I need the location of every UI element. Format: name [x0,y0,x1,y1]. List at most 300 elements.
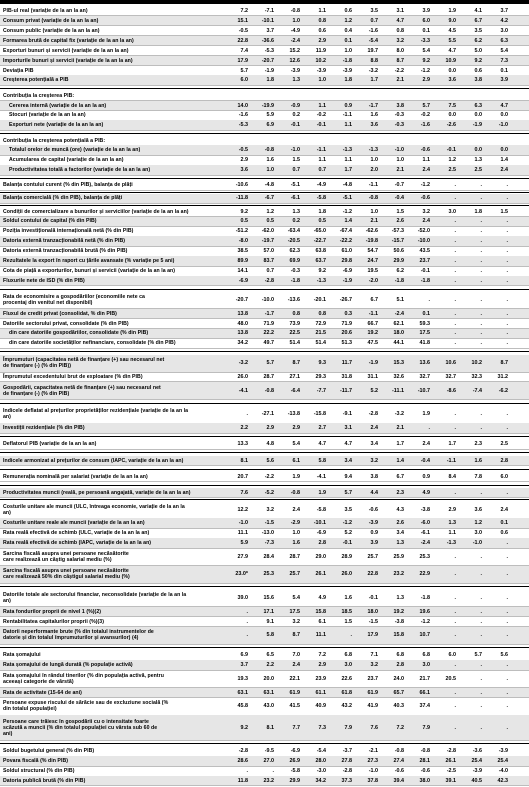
row-separator [0,497,529,498]
value-cell: 32.7 [445,374,456,381]
value-cell: 11.7 [341,360,352,367]
value-cell: -3.2 [238,360,248,367]
row-label: Datoria publică brută (% din PIB) [3,778,86,785]
value-cell: 1.5 [500,208,508,215]
value-cell: -20.1 [313,296,326,303]
value-cell: -0.1 [342,540,352,547]
value-cell: -4.9 [290,27,300,34]
value-cell: 6.7 [474,17,482,24]
value-cell: 15.8 [393,632,404,639]
value-cell: 42.3 [497,778,508,785]
value-cell: 9.2 [422,57,430,64]
value-cell: 9.2 [240,208,248,215]
value-cell: 0.2 [292,112,300,119]
value-cell: 20.5 [445,675,456,682]
value-cell: -2.6 [446,122,456,129]
value-cell: 4.5 [448,27,456,34]
value-cell: 19.6 [419,608,430,615]
value-cell: 7.3 [500,57,508,64]
row-label: Povara fiscală (% din PIB) [3,758,69,765]
row-separator [0,348,529,349]
value-cell: -11.7 [340,387,352,394]
table-row [0,16,529,26]
value-cell: . [246,768,248,775]
value-cell: -22.2 [339,238,352,245]
value-cell: 2.5 [474,167,482,174]
value-cell: . [506,618,508,625]
value-cell: -62.0 [261,228,274,235]
value-cell: -2.4 [420,540,430,547]
value-cell: . [480,662,482,669]
value-cell: -1.9 [264,67,274,74]
value-cell: 61.0 [341,248,352,255]
value-cell: -2.0 [368,278,378,285]
value-cell: 24.0 [393,675,404,682]
value-cell: -0.6 [420,768,430,775]
value-cell: 8.1 [240,457,248,464]
value-cell: 0.7 [292,167,300,174]
value-cell: -10.0 [417,238,430,245]
row-label: Rata șomajului de lungă durată (% populație activă) [3,662,133,669]
value-cell: . [454,238,456,245]
row-separator [0,465,529,466]
row-label: Contribuția la creșterea potențială a PIB: [3,137,106,144]
value-cell: 2.8 [396,662,404,669]
value-cell: 2.4 [500,167,508,174]
value-cell: -3.7 [342,748,352,755]
value-cell: . [506,330,508,337]
value-cell: 26.1 [315,571,326,578]
value-cell: -2.8 [368,411,378,418]
value-cell: -1.9 [472,122,482,129]
value-cell: 2.9 [318,37,326,44]
value-cell: -15.8 [313,411,326,418]
value-cell: -3.9 [368,520,378,527]
value-cell: -2.4 [394,310,404,317]
table-row [0,75,529,85]
value-cell: -13.6 [287,296,300,303]
value-cell: . [506,703,508,710]
value-cell: 21.5 [315,330,326,337]
value-cell: . [506,425,508,432]
value-cell: 2.4 [422,441,430,448]
value-cell: 12.2 [237,506,248,513]
value-cell: 23.7 [367,675,378,682]
table-row [0,155,529,165]
value-cell: 5.7 [266,360,274,367]
value-cell: -0.2 [316,112,326,119]
row-label: Deviația PIB [3,67,34,74]
value-cell: 7.5 [448,102,456,109]
value-cell: 5.6 [266,457,274,464]
value-cell: . [506,248,508,255]
value-cell: 22.6 [341,675,352,682]
value-cell: 0.0 [448,67,456,74]
value-cell: 13.3 [237,441,248,448]
value-cell: -1.3 [316,278,326,285]
table-row [0,26,529,36]
value-cell: 6.3 [474,102,482,109]
value-cell: 15.8 [315,608,326,615]
value-cell: 17.1 [263,608,274,615]
value-cell: -2.8 [342,768,352,775]
value-cell: 49.7 [263,340,274,347]
value-cell: 3.0 [448,208,456,215]
value-cell: . [506,258,508,265]
value-cell: 10.2 [471,360,482,367]
value-cell: 3.6 [448,77,456,84]
value-cell: -2.5 [446,768,456,775]
value-cell: -19.8 [365,238,378,245]
value-cell: . [480,310,482,317]
value-cell: 73.9 [289,320,300,327]
value-cell: . [506,571,508,578]
value-cell: 1.2 [448,157,456,164]
value-cell: 2.2 [266,662,274,669]
value-cell: -0.8 [368,195,378,202]
value-cell: . [480,296,482,303]
value-cell: 13.6 [419,360,430,367]
section-divider [0,436,529,437]
value-cell: 48.0 [237,320,248,327]
value-cell: 50.6 [393,248,404,255]
value-cell: 61.9 [289,689,300,696]
value-cell: 0.5 [240,218,248,225]
value-cell: 71.9 [341,320,352,327]
value-cell: -5.4 [316,748,326,755]
value-cell: -1.1 [342,112,352,119]
row-label: Gospodării, capacitatea netă de finanțare (+) sau necesarul net de finanțare (-) (% din PIB) [3,384,161,397]
row-label: Stocuri (variație de la an la an) [9,112,86,119]
value-cell: 22.9 [419,571,430,578]
value-cell: 11.9 [315,47,326,54]
value-cell: -67.4 [339,228,352,235]
value-cell: 1.7 [344,167,352,174]
value-cell: . [480,553,482,560]
value-cell: -1.2 [342,208,352,215]
value-cell: . [506,595,508,602]
value-cell: 1.2 [474,520,482,527]
value-cell: . [454,248,456,255]
value-cell: 28.0 [315,758,326,765]
value-cell: -11.1 [392,387,404,394]
row-label: Fluxurile nete de ISD (% din PIB) [3,278,85,285]
value-cell: . [454,553,456,560]
value-cell: 22.1 [289,675,300,682]
row-label: Împrumuturi (capacitatea netă de finanțare (+) sau necesarul net de finanțare (-) (% din PIB)) [3,357,165,370]
value-cell: -3.6 [472,748,482,755]
value-cell: -4.1 [238,387,248,394]
row-label: Productivitatea totală a factorilor (variație de la an la an) [9,167,151,174]
table-row [0,66,529,76]
value-cell: 25.3 [419,553,430,560]
table-row [0,501,529,518]
value-cell: -1.6 [368,27,378,34]
value-cell: -9.5 [264,748,274,755]
value-cell: -0.4 [420,457,430,464]
value-cell: . [454,258,456,265]
value-cell: 1.5 [344,618,352,625]
row-label: Indicele armonizat al prețurilor de consum (IAPC, variație de la an la an) [3,457,184,464]
section-divider [0,178,529,179]
value-cell: -27.1 [261,411,274,418]
value-cell: 1.4 [500,157,508,164]
table-row [0,266,529,276]
value-cell: 0.1 [344,37,352,44]
row-label: Productivitatea muncii (reală, pe persoană angajată, variație de la an la an) [3,489,191,496]
value-cell: 6.2 [396,268,404,275]
value-cell: 3.5 [344,506,352,513]
value-cell: . [480,425,482,432]
value-cell: 3.4 [344,457,352,464]
value-cell: 0.1 [500,520,508,527]
value-cell: 13.8 [237,310,248,317]
value-cell: 31.1 [367,374,378,381]
value-cell: 3.1 [344,425,352,432]
value-cell: 6.9 [266,122,274,129]
value-cell: 12.6 [289,57,300,64]
table-row [0,627,529,644]
value-cell: 6.7 [396,473,404,480]
value-cell: . [454,662,456,669]
value-cell: 9.2 [318,268,326,275]
value-cell: 8.7 [500,360,508,367]
value-cell: 25.9 [393,553,404,560]
value-cell: 7.3 [318,724,326,731]
value-cell: 0.0 [500,112,508,119]
value-cell: 6.7 [370,296,378,303]
value-cell: 0.4 [344,27,352,34]
value-cell: 1.2 [266,208,274,215]
value-cell: . [506,675,508,682]
value-cell: . [480,571,482,578]
value-cell: 6.5 [266,652,274,659]
value-cell: 61.8 [341,689,352,696]
row-label: Balanța contului curent (% din PIB), balanța de plăți [3,182,133,189]
value-cell: 1.0 [266,167,274,174]
value-cell: -22.7 [313,238,326,245]
value-cell: -1.5 [368,618,378,625]
value-cell: 5.7 [240,67,248,74]
value-cell: . [506,218,508,225]
table-row [0,766,529,776]
value-cell: 15.3 [393,360,404,367]
value-cell: 0.7 [318,167,326,174]
value-cell: 28.6 [237,758,248,765]
value-cell: . [506,411,508,418]
row-separator [0,433,529,434]
value-cell: 63.1 [263,689,274,696]
value-cell: 51.3 [341,340,352,347]
value-cell: 61.1 [315,689,326,696]
value-cell: 4.7 [500,102,508,109]
value-cell: 4.2 [500,17,508,24]
value-cell: 41.9 [367,703,378,710]
value-cell: 3.2 [266,506,274,513]
value-cell: 1.4 [396,457,404,464]
value-cell: 2.6 [396,520,404,527]
value-cell: 0.7 [266,268,274,275]
value-cell: 3.9 [500,77,508,84]
table-row [0,776,529,786]
row-label: PIB-ul real (variație de la an la an) [3,7,88,14]
value-cell: -4.0 [498,768,508,775]
value-cell: 19.7 [367,47,378,54]
value-cell: 3.2 [370,662,378,669]
value-cell: . [454,330,456,337]
value-cell: 5.2 [370,387,378,394]
value-cell: 6.0 [448,652,456,659]
value-cell: 1.9 [318,489,326,496]
value-cell: 8.7 [292,632,300,639]
value-cell: 0.0 [500,147,508,154]
value-cell: 66.7 [367,320,378,327]
value-cell: 5.4 [422,47,430,54]
value-cell: . [454,425,456,432]
value-cell: -6.2 [498,387,508,394]
value-cell: . [480,278,482,285]
value-cell: 1.0 [292,530,300,537]
value-cell: 57.0 [263,248,274,255]
value-cell: . [454,268,456,275]
value-cell: 0.5 [318,218,326,225]
value-cell: -20.5 [287,238,300,245]
value-cell: 25.4 [471,758,482,765]
value-cell: . [480,689,482,696]
value-cell: -1.9 [368,360,378,367]
table-row [0,756,529,766]
table-row [0,46,529,56]
value-cell: 6.0 [422,17,430,24]
value-cell: 2.5 [500,441,508,448]
value-cell: -19.7 [261,238,274,245]
value-cell: . [454,703,456,710]
value-cell: 3.6 [240,167,248,174]
row-label: Importurile bunuri și servicii (variație de la an la an) [3,57,133,64]
value-cell: -20.7 [261,57,274,64]
value-cell: 66.1 [419,689,430,696]
value-cell: -1.3 [368,147,378,154]
value-cell: -4.8 [264,182,274,189]
value-cell: 29.3 [315,374,326,381]
value-cell: 3.0 [474,530,482,537]
value-cell: 0.8 [396,27,404,34]
value-cell: 1.0 [344,47,352,54]
value-cell: 51.4 [289,340,300,347]
value-cell: -2.9 [290,520,300,527]
table-row [0,472,529,482]
value-cell: 3.0 [344,662,352,669]
value-cell: 7.9 [344,724,352,731]
value-cell: -1.8 [420,278,430,285]
value-cell: . [454,618,456,625]
value-cell: . [454,320,456,327]
value-cell: -1.8 [394,278,404,285]
value-cell: 0.1 [422,27,430,34]
value-cell: 31.2 [497,374,508,381]
value-cell: 32.6 [393,374,404,381]
value-cell: . [506,724,508,731]
value-cell: -1.7 [368,102,378,109]
table-row [0,110,529,120]
row-separator [0,175,529,176]
table-row [0,338,529,348]
value-cell: 43.0 [263,703,274,710]
value-cell: -2.8 [446,748,456,755]
value-cell: 27.4 [393,758,404,765]
value-cell: 8.8 [370,57,378,64]
value-cell: 72.9 [315,320,326,327]
value-cell: 0.0 [448,112,456,119]
table-row [0,617,529,627]
value-cell: . [454,571,456,578]
value-cell: -0.6 [420,147,430,154]
value-cell: 41.5 [289,703,300,710]
value-cell: 26.0 [341,571,352,578]
value-cell: 0.9 [422,473,430,480]
table-row [0,488,529,498]
value-cell: . [480,182,482,189]
section-divider [0,289,529,290]
table-row [0,538,529,548]
value-cell: . [480,228,482,235]
table-row [0,528,529,538]
value-cell: 23.2 [263,778,274,785]
value-cell: 1.5 [292,157,300,164]
row-separator [0,190,529,191]
row-separator [0,285,529,286]
value-cell: . [506,632,508,639]
value-cell: -0.5 [238,147,248,154]
value-cell: 5.8 [266,632,274,639]
value-cell: 28.7 [263,374,274,381]
value-cell: 22.2 [263,330,274,337]
value-cell: 9.2 [240,724,248,731]
value-cell: 5.4 [500,47,508,54]
value-cell: -0.3 [394,112,404,119]
value-cell: -5.8 [316,506,326,513]
value-cell: 15.6 [263,595,274,602]
value-cell: -5.1 [342,195,352,202]
value-cell: -10.0 [261,296,274,303]
value-cell: 3.9 [370,540,378,547]
value-cell: 2.2 [240,425,248,432]
value-cell: 65.7 [393,689,404,696]
value-cell: 4.7 [344,441,352,448]
value-cell: 7.1 [370,652,378,659]
value-cell: -1.1 [368,182,378,189]
value-cell: 18.0 [367,608,378,615]
row-label: Indicele deflatat al prețurilor proprietăților rezidențiale (variație de la an la an) [3,408,189,421]
value-cell: -10.7 [417,387,430,394]
value-cell: 20.7 [237,473,248,480]
value-cell: 1.6 [266,157,274,164]
value-cell: 17.5 [289,608,300,615]
value-cell: . [506,228,508,235]
value-cell: 3.7 [240,662,248,669]
value-cell: 3.4 [370,441,378,448]
value-cell: 7.2 [240,7,248,14]
value-cell: 2.3 [396,489,404,496]
value-cell: 2.8 [318,540,326,547]
value-cell: . [480,238,482,245]
value-cell: . [454,218,456,225]
value-cell: -1.6 [420,122,430,129]
row-label: Costurile unitare reale ale muncii (variație de la an la an) [3,520,145,527]
value-cell: 10.2 [315,57,326,64]
value-cell: 9.0 [448,17,456,24]
value-cell: 31.8 [341,374,352,381]
